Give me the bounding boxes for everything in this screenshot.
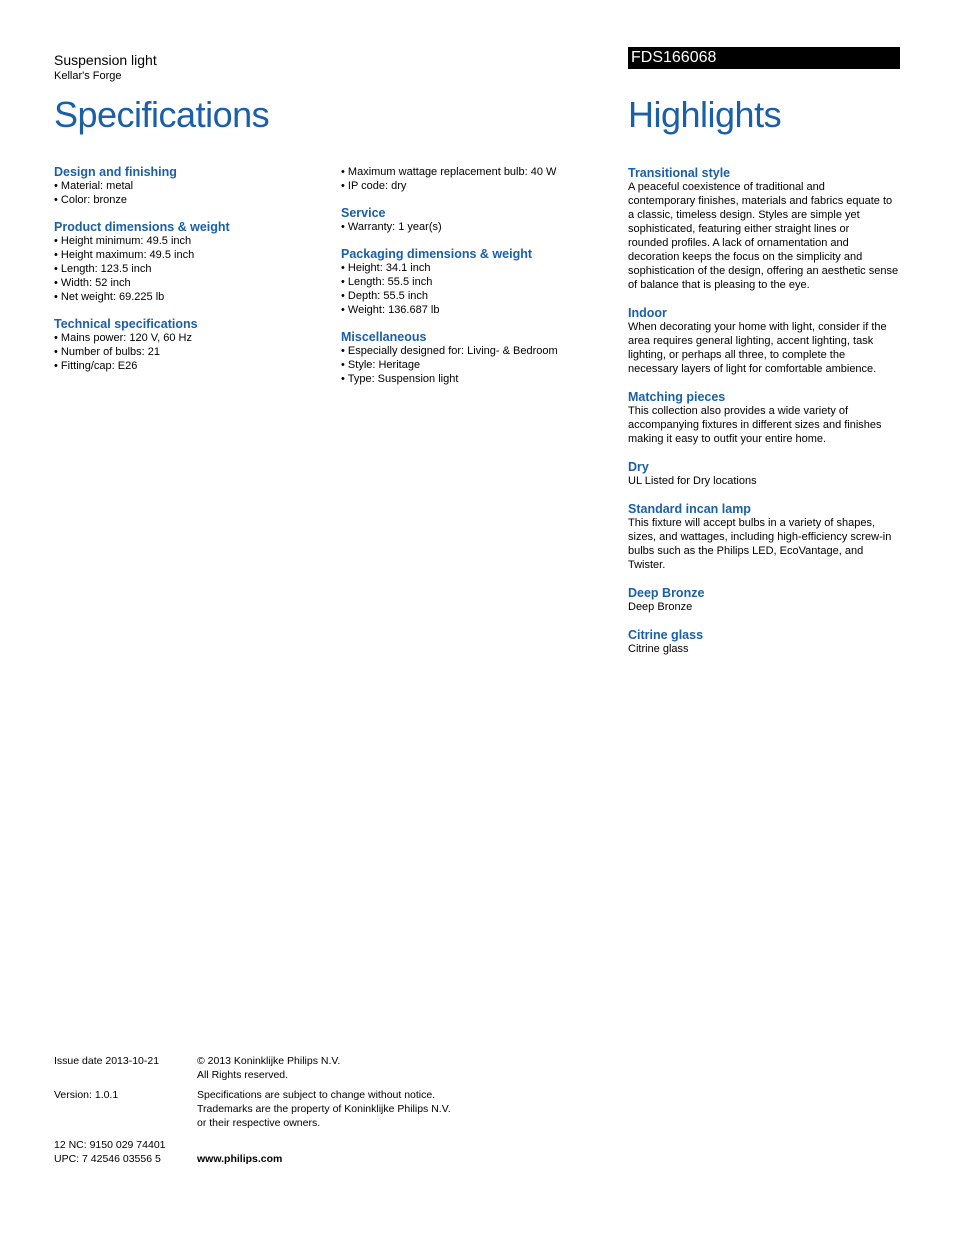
spec-item: • Length: 123.5 inch <box>54 263 152 275</box>
spec-section <box>341 330 611 386</box>
specs-column-1 <box>54 165 324 373</box>
highlight-text: Citrine glass <box>628 643 689 655</box>
highlight-section <box>628 460 900 488</box>
spec-section-title: Product dimensions & weight <box>54 220 230 234</box>
spec-item: • Width: 52 inch <box>54 277 131 289</box>
issue-date: Issue date 2013-10-21 <box>54 1055 160 1067</box>
spec-item: • Warranty: 1 year(s) <box>341 221 442 233</box>
spec-section-title: Miscellaneous <box>341 330 427 344</box>
spec-item: • Style: Heritage <box>341 359 421 371</box>
highlight-title: Citrine glass <box>628 628 704 642</box>
highlight-title: Standard incan lamp <box>628 502 751 516</box>
product-name: Kellar's Forge <box>54 70 122 82</box>
spec-item: • Height: 34.1 inch <box>341 262 431 274</box>
highlight-section <box>628 628 900 656</box>
spec-section <box>54 317 324 373</box>
highlight-title: Indoor <box>628 306 667 320</box>
spec-item: • Mains power: 120 V, 60 Hz <box>54 332 192 344</box>
spec-item: • Net weight: 69.225 lb <box>54 291 165 303</box>
spec-item: • Weight: 136.687 lb <box>341 304 440 316</box>
specs-column-2 <box>341 165 611 386</box>
spec-item: • Type: Suspension light <box>341 373 459 385</box>
spec-item: • Height maximum: 49.5 inch <box>54 249 195 261</box>
spec-item: • Especially designed for: Living- & Bedroom <box>341 345 558 357</box>
nc-code: 12 NC: 9150 029 74401 <box>54 1139 166 1151</box>
upc-code: UPC: 7 42546 03556 5 <box>54 1153 161 1165</box>
copyright: © 2013 Koninklijke Philips N.V. All Rights reserved. <box>197 1055 341 1081</box>
highlight-section <box>628 306 900 376</box>
spec-item: • Length: 55.5 inch <box>341 276 433 288</box>
spec-item: • Height minimum: 49.5 inch <box>54 235 192 247</box>
spec-item: • Material: metal <box>54 180 134 192</box>
spec-section-title: Packaging dimensions & weight <box>341 247 533 261</box>
product-type: Suspension light <box>54 52 157 68</box>
spec-item: • IP code: dry <box>341 180 407 192</box>
product-codes <box>54 1138 194 1166</box>
highlight-section <box>628 502 900 572</box>
spec-section <box>341 247 611 317</box>
spec-section-title: Service <box>341 206 386 220</box>
highlight-section <box>628 586 900 614</box>
specifications-title: Specifications <box>54 94 270 135</box>
spec-section <box>341 206 611 234</box>
highlight-section <box>628 390 900 446</box>
model-number-bar: FDS166068 <box>628 47 900 69</box>
highlight-text: Deep Bronze <box>628 601 693 613</box>
highlight-title: Deep Bronze <box>628 586 705 600</box>
spec-item: • Fitting/cap: E26 <box>54 360 138 372</box>
highlight-text: This fixture will accept bulbs in a variety of shapes, sizes, and wattages, including high-efficiency screw-in bulbs such as the Philips LED, EcoVantage, and Twister. <box>628 517 892 571</box>
version: Version: 1.0.1 <box>54 1089 119 1101</box>
website-link[interactable]: www.philips.com <box>197 1153 283 1165</box>
spec-item: • Number of bulbs: 21 <box>54 346 160 358</box>
spec-item: • Depth: 55.5 inch <box>341 290 429 302</box>
spec-section-title: Technical specifications <box>54 317 198 331</box>
spec-item: • Maximum wattage replacement bulb: 40 W <box>341 166 557 178</box>
highlight-title: Matching pieces <box>628 390 726 404</box>
highlight-title: Transitional style <box>628 166 731 180</box>
highlight-text: A peaceful coexistence of traditional and contemporary finishes, materials and fabrics equate to a classic, timeless design. Styles are simple yet sophisticated, featuring either straight lines or rounded profiles. A lack of ornamentation and decoration keeps the focus on the simplicity and sophistication of the design, offering an aesthetic sense of balance that is pleasing to the eye. <box>628 181 899 291</box>
spec-section-title: Design and finishing <box>54 165 177 179</box>
highlight-section <box>628 166 900 292</box>
highlights-title: Highlights <box>628 94 782 135</box>
highlight-text: This collection also provides a wide variety of accompanying fixtures in different sizes and finishes making it easy to outfit your entire home. <box>628 405 882 445</box>
highlights-column <box>628 166 900 656</box>
spec-section <box>54 220 324 304</box>
spec-item: • Color: bronze <box>54 194 127 206</box>
highlight-text: When decorating your home with light, consider if the area requires general lighting, accent lighting, task lighting, or perhaps all three, to complete the necessary layers of light for comfortable ambience. <box>628 321 887 375</box>
highlight-text: UL Listed for Dry locations <box>628 475 757 487</box>
highlight-title: Dry <box>628 460 649 474</box>
spec-section <box>54 165 324 207</box>
disclaimer: Specifications are subject to change without notice. Trademarks are the property of Koninklijke Philips N.V. or their respective owners. <box>197 1089 451 1129</box>
